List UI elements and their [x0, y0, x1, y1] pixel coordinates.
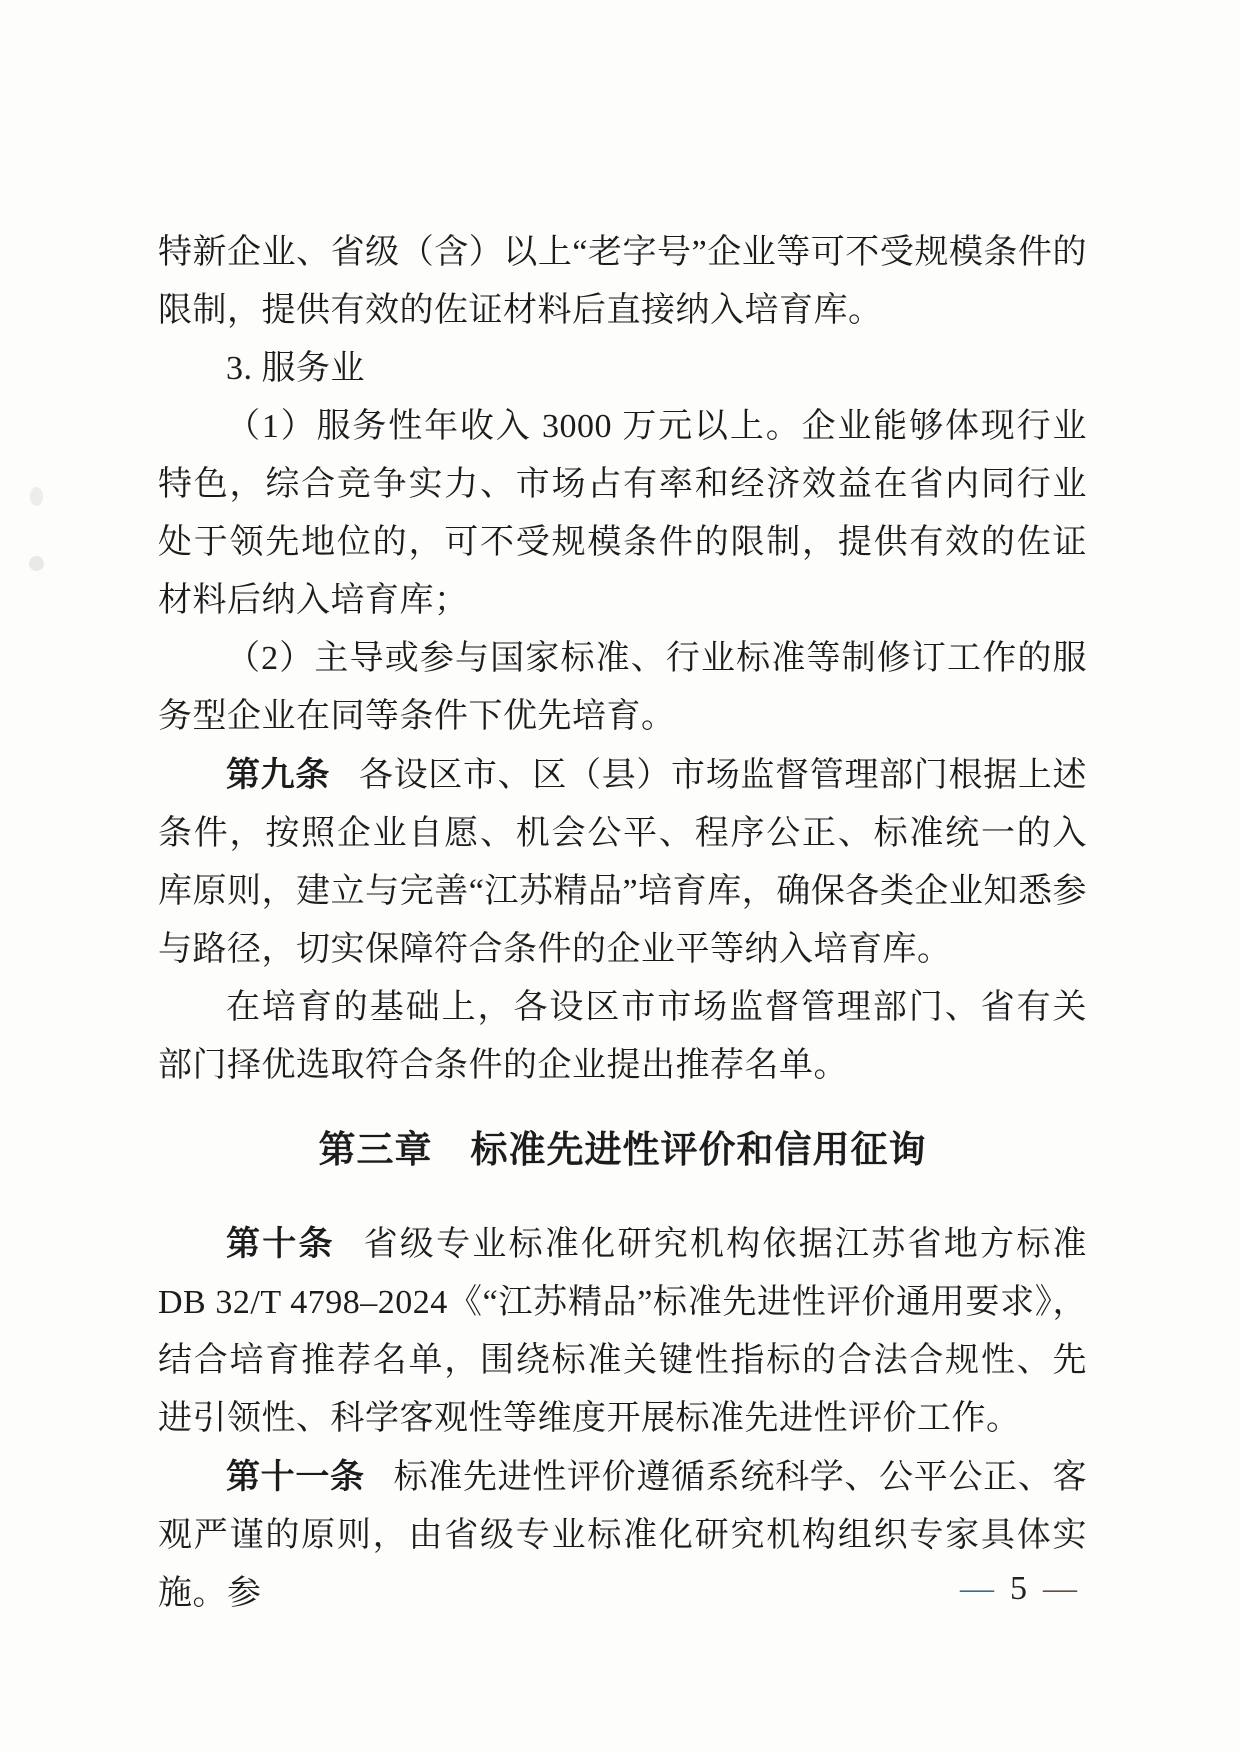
chapter-heading: 第三章 标准先进性评价和信用征询 — [318, 1129, 927, 1170]
document-body — [158, 224, 1087, 1623]
page-number — [960, 1568, 1077, 1610]
paragraph-subitem-1: （1）服务性年收入 3000 万元以上。企业能够体现行业特色，综合竞争实力、市场占有率和经济效益在省内同行业处于领先地位的，可不受规模条件的限制，提供有效的佐证材料后纳入培育库； — [158, 408, 1087, 619]
article-11-text: 标准先进性评价遵循系统科学、公平公正、客观严谨的原则，由省级专业标准化研究机构组织专家具体实施。参 — [158, 1459, 1088, 1612]
article-11-number: 第十一条 — [226, 1458, 365, 1496]
paragraph-article-11 — [158, 1448, 1087, 1623]
paragraph-cultivation: 在培育的基础上，各设区市市场监督管理部门、省有关部门择优选取符合条件的企业提出推荐名单。 — [158, 989, 1087, 1084]
article-10-text: 省级专业标准化研究机构依据江苏省地方标准 DB 32/T 4798–2024《“江苏精品”标准先进性评价通用要求》，结合培育推荐名单，围绕标准关键性指标的合法合规性、先进引领性、科学客观性等维度开展标准先进性评价工作。 — [158, 1226, 1087, 1437]
scan-smudge — [30, 487, 43, 506]
article-10-number: 第十条 — [226, 1225, 335, 1263]
page-number-dash-right: — — [1043, 1570, 1077, 1607]
page-number-value: 5 — [1010, 1570, 1027, 1607]
paragraph-continuation: 特新企业、省级（含）以上“老字号”企业等可不受规模条件的限制，提供有效的佐证材料后直接纳入培育库。 — [158, 234, 1087, 329]
paragraph-list-item-3: 3. 服务业 — [226, 350, 365, 387]
paragraph-article-10 — [158, 1215, 1087, 1448]
paragraph-article-9 — [158, 746, 1087, 979]
page-number-dash-left: — — [960, 1570, 994, 1607]
article-9-number: 第九条 — [226, 756, 331, 794]
paragraph-subitem-2: （2）主导或参与国家标准、行业标准等制修订工作的服务型企业在同等条件下优先培育。 — [158, 640, 1087, 735]
article-9-text: 各设区市、区（县）市场监督管理部门根据上述条件，按照企业自愿、机会公平、程序公正、标准统一的入库原则，建立与完善“江苏精品”培育库，确保各类企业知悉参与路径，切实保障符合条件的企业平等纳入培育库。 — [158, 757, 1088, 968]
scan-smudge — [29, 556, 44, 571]
